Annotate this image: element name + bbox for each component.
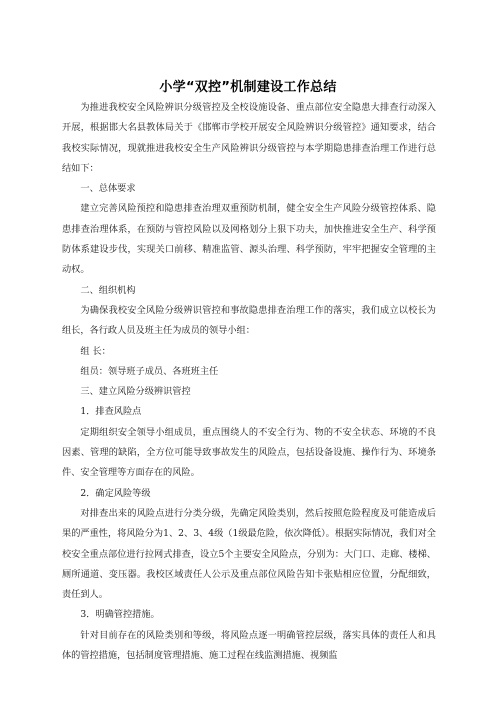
subheading-control-measures: 3．明确管控措施。: [80, 609, 160, 621]
organization-paragraph: 为确保我校安全风险分级辨识管控和事故隐患排查治理工作的落实，我们成立以校长为组长，各行政人员及班主任为成员的领导小组：: [62, 304, 436, 337]
general-requirements-paragraph: 建立完善风险预控和隐患排查治理双重预防机制，健全安全生产风险分级管控体系、隐患排查治理体系，在预防与管控风险以及网格划分上狠下功夫，加快推进安全生产、科学预防体系建设步伐，实现关口前移、精准监管、源头治理、科学预防，牢牢把握安全管理的主动权。: [62, 203, 436, 276]
subheading-identify-risks: 1．排查风险点: [80, 406, 142, 418]
risk-levels-paragraph: 对排查出来的风险点进行分类分级，先确定风险类别，然后按照危险程度及可能造成后果的严重性，将风险分为1、2、3、4级（1级最危险，依次降低）。根据实际情况，我们对全校安全重点部位进行拉网式排查，设立5个主要安全风险点，分别为：大门口、走廊、楼梯、厕所通道、变压器。我校区域责任人公示及重点部位风险告知卡张贴相应位置，分配细致，责任到人。: [62, 507, 436, 601]
control-measures-paragraph: 针对目前存在的风险类别和等级，将风险点逐一明确管控层级，落实具体的责任人和具体的管控措施，包括制度管理措施、施工过程在线监测措施、视频监: [62, 629, 436, 662]
group-members-line: 组员：领导班子成员、各班班主任: [80, 365, 219, 377]
document-title: 小学“双控”机制建设工作总结: [159, 80, 337, 95]
section-heading-general-requirements: 一、总体要求: [80, 183, 136, 195]
section-heading-organization: 二、组织机构: [80, 284, 136, 296]
identify-risks-paragraph: 定期组织安全领导小组成员，重点围绕人的不安全行为、物的不安全状态、环境的不良因素、管理的缺陷，全方位可能导致事故发生的风险点，包括设备设施、操作行为、环境条件、安全管理等方面存在的风险。: [62, 426, 436, 479]
section-heading-risk-control: 三、建立风险分级辨识管控: [80, 386, 191, 398]
group-leader-line: 组 长：: [80, 345, 111, 357]
subheading-risk-levels: 2．确定风险等级: [80, 487, 151, 499]
document-body: [62, 98, 436, 666]
intro-paragraph: 为推进我校安全风险辨识分级管控及全校设施设备、重点部位安全隐患大排查行动深入开展，根据邯大名县教体局关于《邯郸市学校开展安全风险辨识分级管控》通知要求，结合我校实际情况，现就推进我校安全生产风险辨识分级管控与本学期隐患排查治理工作进行总结如下：: [62, 102, 436, 174]
